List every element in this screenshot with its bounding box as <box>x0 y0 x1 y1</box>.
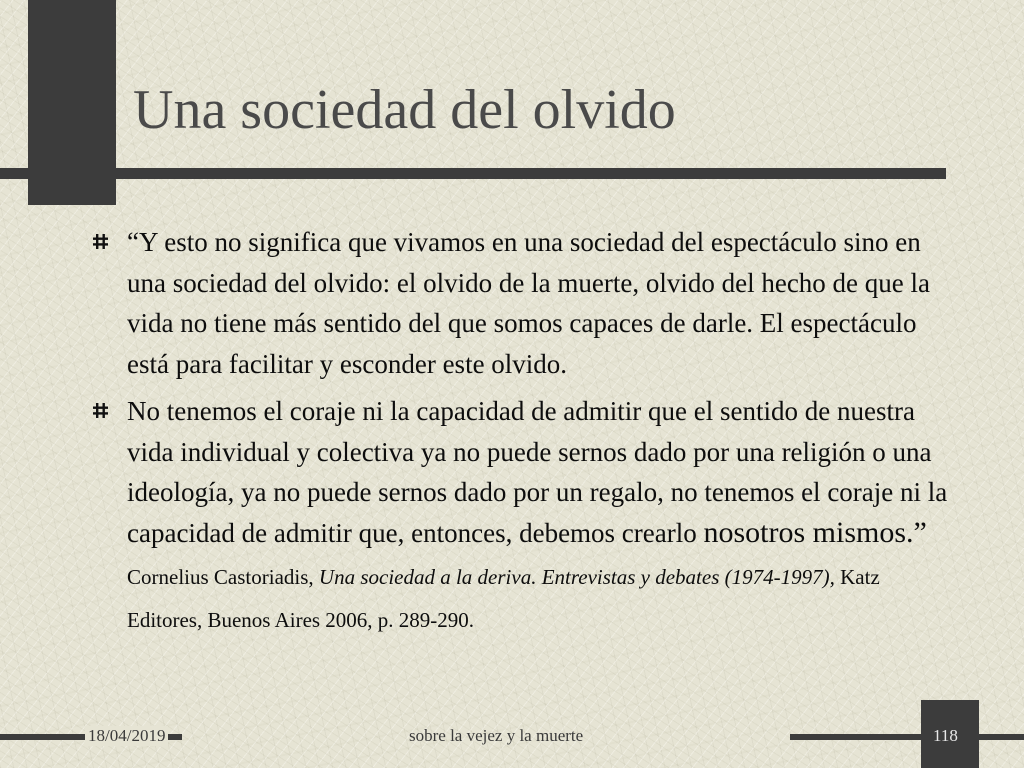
page-number: 118 <box>933 726 958 745</box>
quote-end-text: nosotros mismos.” <box>703 515 927 549</box>
slide-title: Una sociedad del olvido <box>133 79 676 141</box>
citation-work: Una sociedad a la deriva. Entrevistas y debates (1974-1997), <box>318 565 835 589</box>
footer-right-rule <box>790 734 1024 740</box>
citation <box>127 565 880 632</box>
hash-bullet-icon <box>92 402 109 419</box>
citation-author: Cornelius Castoriadis, <box>127 565 319 589</box>
bullet-text: No tenemos el coraje ni la capacidad de admitir que el sentido de nuestra vida individual y colectiva ya no puede sernos dado por una religión o una ideología, ya no puede sernos dado por un regalo, no tenemos el coraje ni la capacidad de admitir que, entonces, debemos crearlo <box>127 396 948 548</box>
bullet-item <box>92 222 952 384</box>
citation-publisher: Katz Editores, Buenos Aires 2006, p. 289-290. <box>127 565 880 632</box>
title-underline-rule <box>0 168 946 179</box>
footer-date: 18/04/2019 <box>85 726 168 746</box>
bullet-list <box>92 222 952 647</box>
bullet-text: “Y esto no significa que vivamos en una sociedad del espectáculo sino en una sociedad del olvido: el olvido de la muerte, olvido del hecho de que la vida no tiene más sentido del que somos capaces de darle. El espectáculo está para facilitar y esconder este olvido. <box>127 227 931 379</box>
hash-bullet-icon <box>92 233 109 250</box>
bullet-item <box>92 391 952 640</box>
footer-topic: sobre la vejez y la muerte <box>409 726 584 745</box>
